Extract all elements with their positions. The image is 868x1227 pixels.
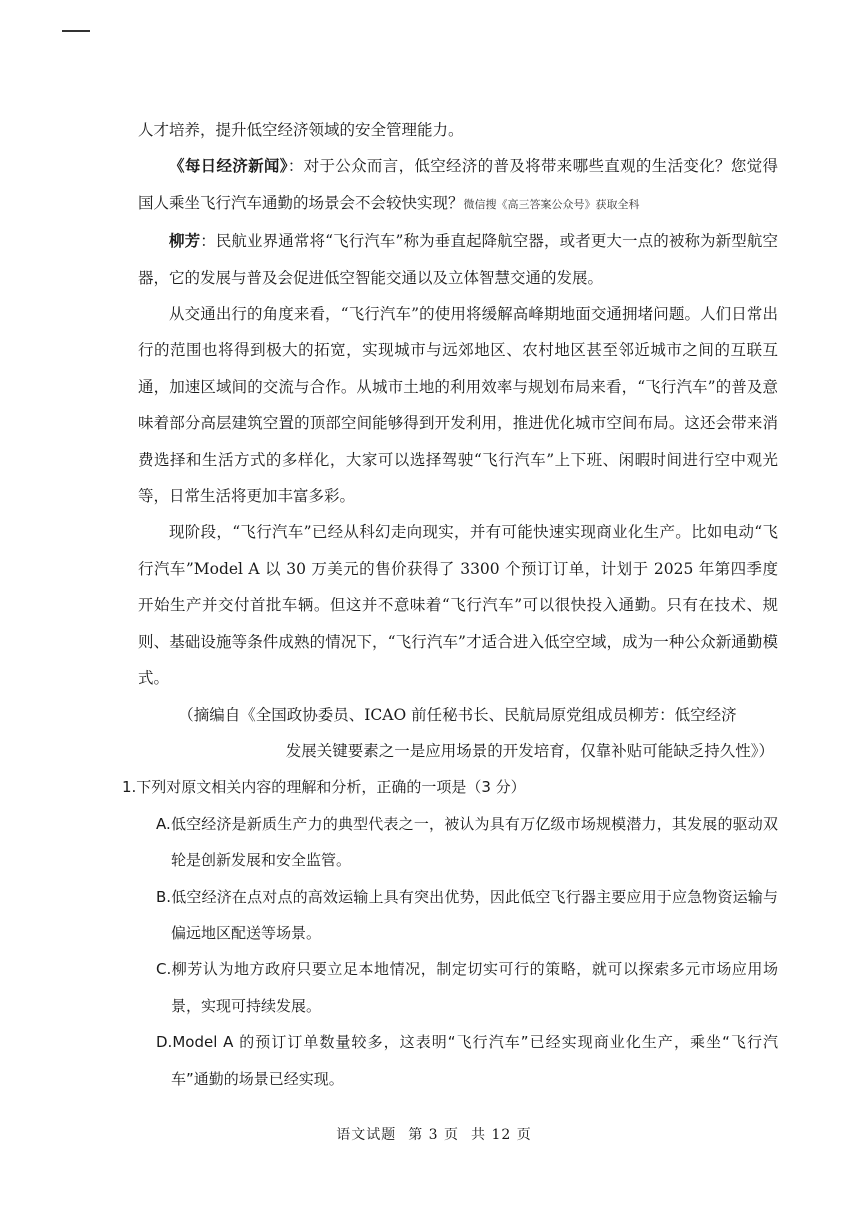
paragraph-text: ：民航业界通常将“飞行汽车”称为垂直起降航空器，或者更大一点的被称为新型航空器，它的发展与普及会促进低空智能交通以及立体智慧交通的发展。 xyxy=(138,232,778,287)
page-body xyxy=(122,112,778,1097)
option-a: A.低空经济是新质生产力的典型代表之一，被认为具有万亿级市场规模潜力，其发展的驱动双轮是创新发展和安全监管。 xyxy=(156,814,778,870)
option-b: B.低空经济在点对点的高效运输上具有突出优势，因此低空飞行器主要应用于应急物资运输与偏远地区配送等场景。 xyxy=(156,887,778,942)
source-citation-line1: （摘编自《全国政协委员、ICAO 前任秘书长、民航局原党组成员柳芳：低空经济 xyxy=(178,705,737,724)
speaker-label: 《每日经济新闻》 xyxy=(169,156,288,176)
question-stem: 1.下列对原文相关内容的理解和分析，正确的一项是（3 分） xyxy=(122,778,526,797)
interview-answer-paragraph xyxy=(138,223,778,296)
paragraph-traffic: 从交通出行的角度来看，“飞行汽车”的使用将缓解高峰期地面交通拥堵问题。人们日常出行的范围也将得到极大的拓宽，实现城市与远郊地区、农村地区甚至邻近城市之间的互联互通，加速区域间的交流与合作。从城市土地的利用效率与规划布局来看，“飞行汽车”的普及意味着部分高层建筑空置的顶部空间能够得到开发利用，推进优化城市空间布局。这还会带来消费选择和生活方式的多样化，大家可以选择驾驶“飞行汽车”上下班、闲暇时间进行空中观光等，日常生活将更加丰富多彩。 xyxy=(138,305,778,506)
paragraph-text: ：对于公众而言，低空经济的普及将带来哪些直观的生活变化？您觉得国人乘坐飞行汽车通勤的场景会不会较快实现？ xyxy=(138,157,778,212)
footer-total: 共 12 页 xyxy=(471,1127,532,1143)
watermark-note: 微信搜《高三答案公众号》获取全科 xyxy=(463,197,640,211)
footer-subject: 语文试题 xyxy=(336,1127,397,1143)
interview-question-paragraph xyxy=(138,148,778,223)
paragraph-continuation: 人才培养，提升低空经济领域的安全管理能力。 xyxy=(138,121,464,139)
page-footer xyxy=(0,1124,868,1144)
option-c: C.柳芳认为地方政府只要立足本地情况，制定切实可行的策略，就可以探索多元市场应用场景，实现可持续发展。 xyxy=(156,960,778,1015)
speaker-label: 柳芳 xyxy=(169,231,201,251)
scan-mark xyxy=(62,30,90,32)
paragraph-current-stage: 现阶段，“飞行汽车”已经从科幻走向现实，并有可能快速实现商业化生产。比如电动“飞行汽车”Model A 以 30 万美元的售价获得了 3300 个预订订单，计划于 2025 年第四季度开始生产并交付首批车辆。但这并不意味着“飞行汽车”可以很快投入通勤。只有在技术、规则、基础设施等条件成熟的情况下，“飞行汽车”才适合进入低空空域，成为一种公众新通勤模式。 xyxy=(138,523,778,688)
source-citation-line2: 发展关键要素之一是应用场景的开发培育，仅靠补贴可能缺乏持久性》） xyxy=(285,741,774,760)
footer-page: 第 3 页 xyxy=(408,1127,460,1143)
option-d: D.Model A 的预订订单数量较多，这表明“飞行汽车”已经实现商业化生产，乘坐“飞行汽车”通勤的场景已经实现。 xyxy=(156,1033,778,1088)
